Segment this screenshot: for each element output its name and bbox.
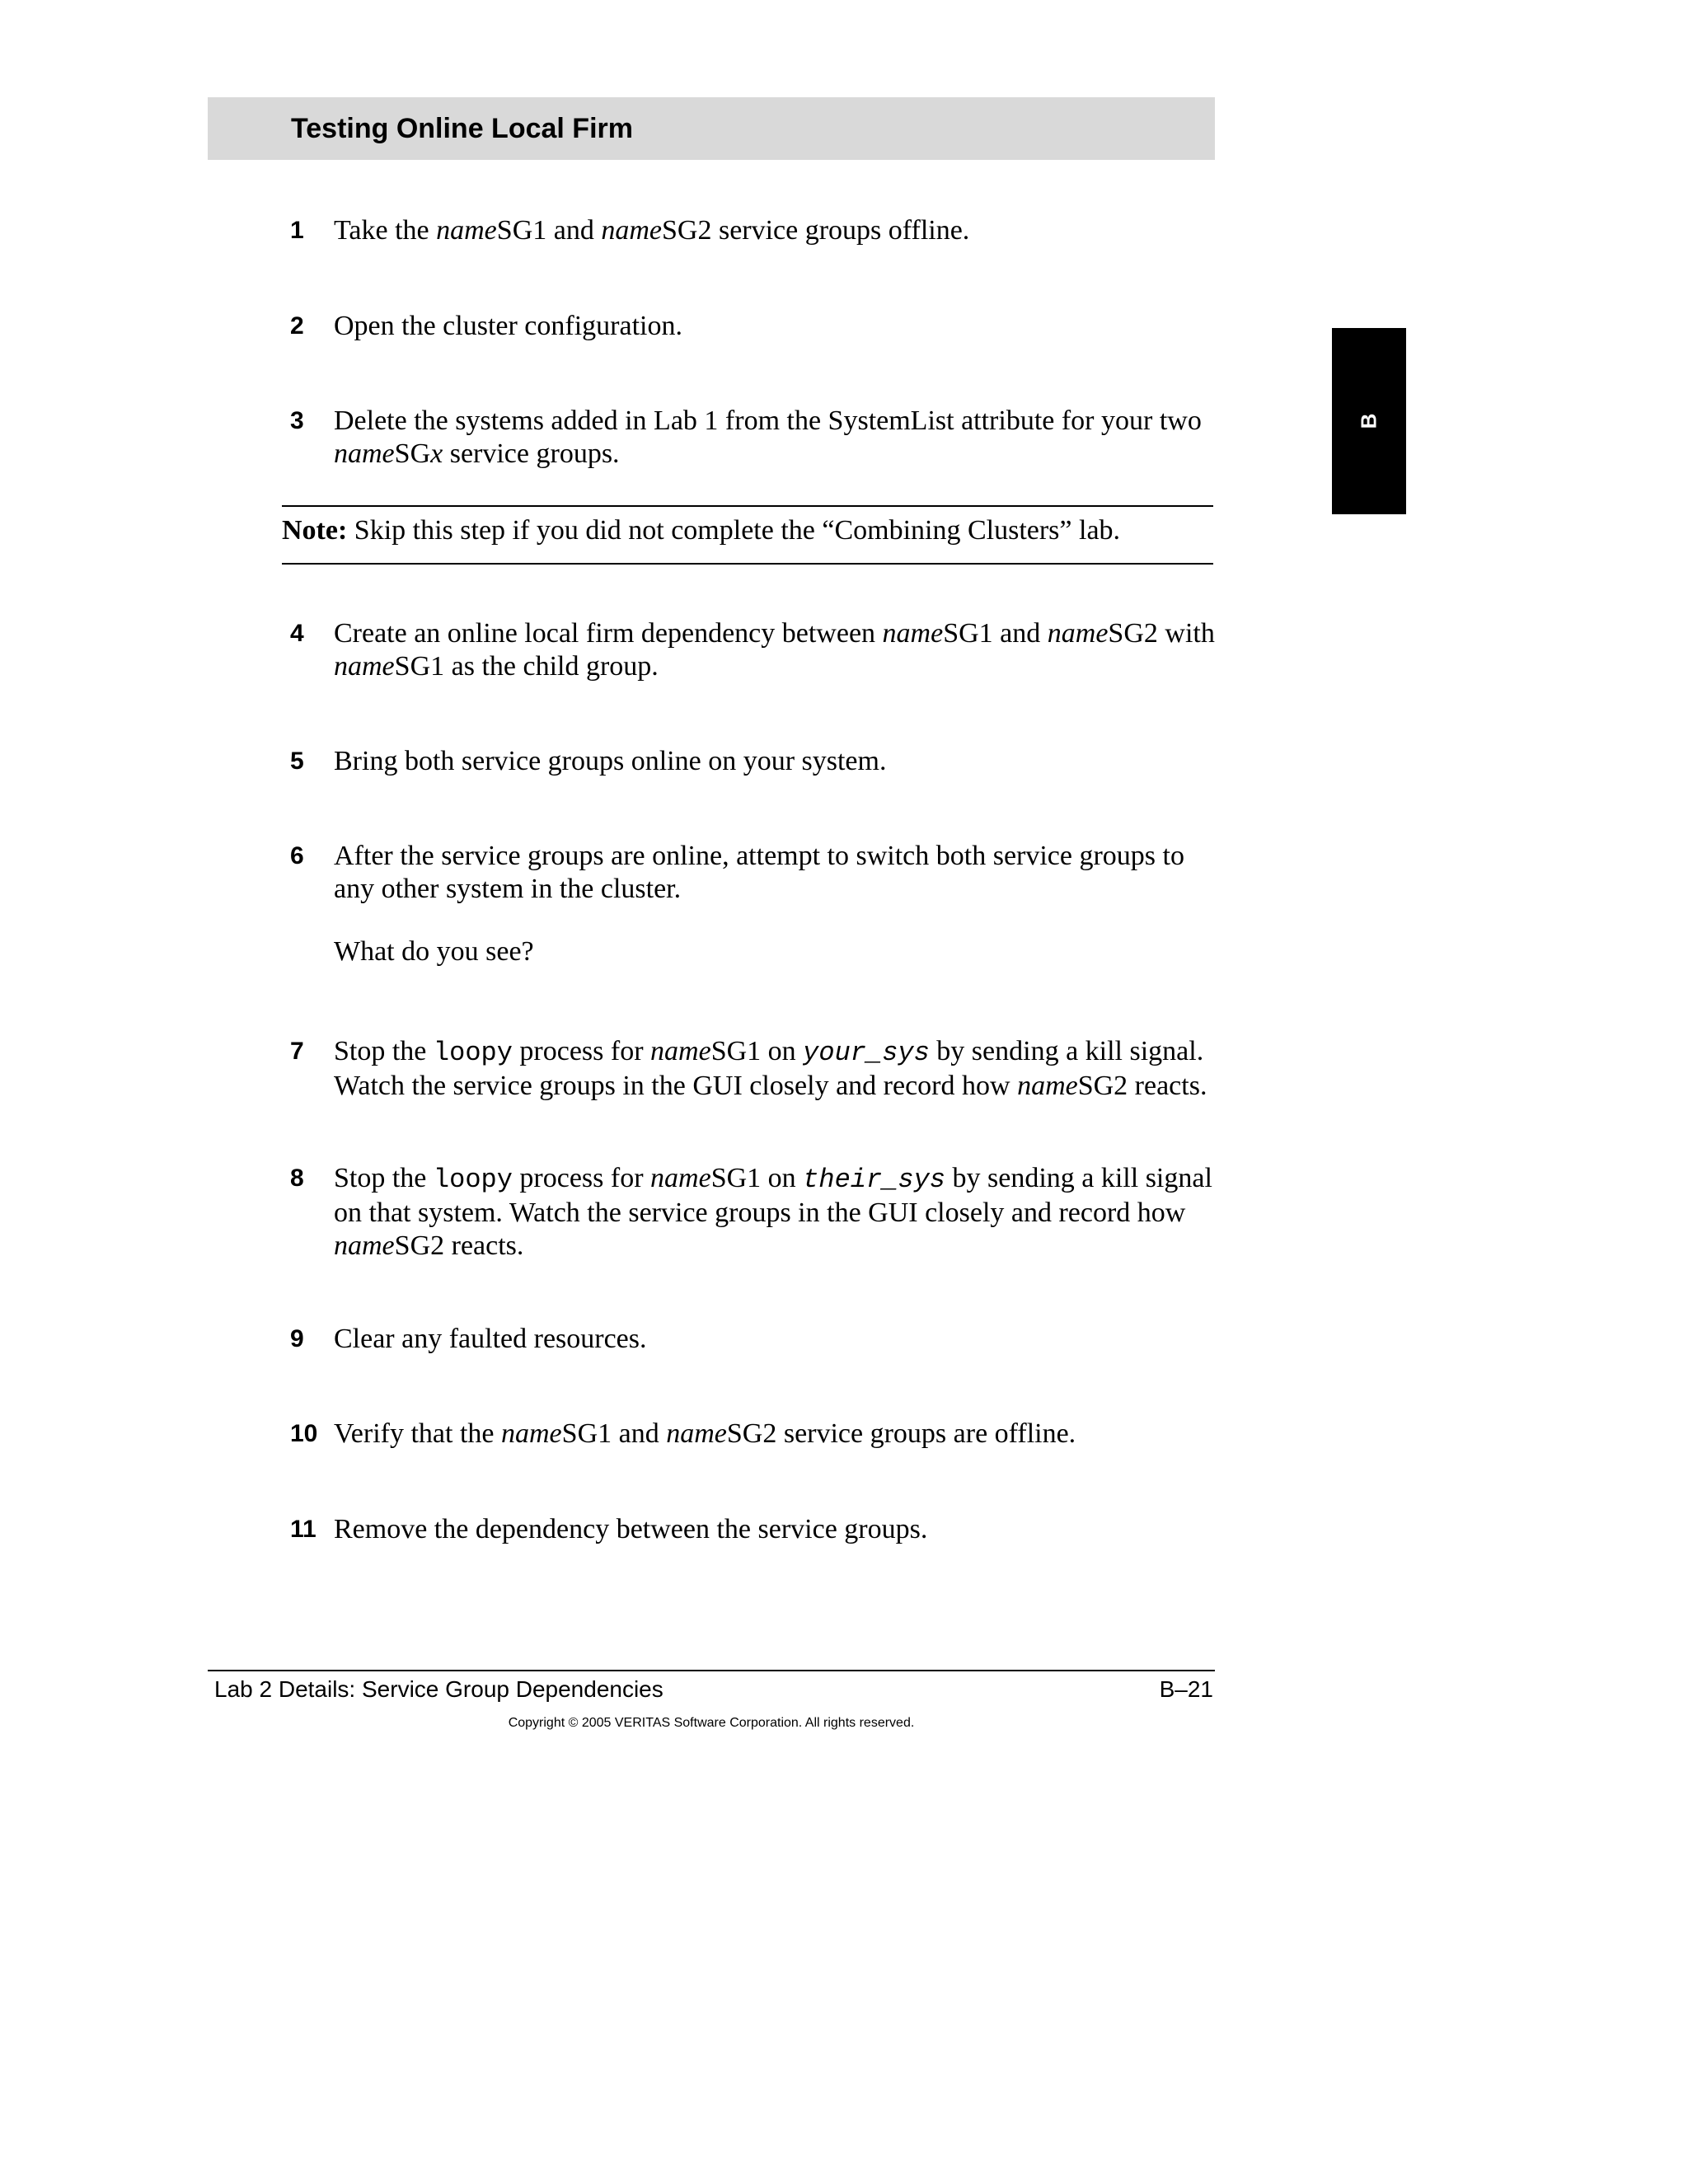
text-segment: Open the cluster configuration. bbox=[334, 311, 682, 341]
text-segment: Create an online local firm dependency between bbox=[334, 618, 883, 649]
text-segment: Stop the bbox=[334, 1163, 434, 1193]
text-segment: Clear any faulted resources. bbox=[334, 1324, 647, 1354]
text-segment: After the service groups are online, attempt to switch both service groups to any other system in the cluster. bbox=[334, 841, 1184, 904]
styled-text-segment: name bbox=[666, 1418, 727, 1449]
step-paragraph bbox=[334, 745, 1220, 778]
styled-text-segment: your_sys bbox=[803, 1038, 930, 1068]
text-segment: Take the bbox=[334, 215, 437, 246]
step-text bbox=[334, 214, 1220, 247]
step-number: 5 bbox=[290, 748, 304, 775]
styled-text-segment: x bbox=[430, 438, 443, 469]
step-text bbox=[334, 1418, 1220, 1451]
text-segment: Bring both service groups online on your system. bbox=[334, 746, 887, 776]
styled-text-segment: name bbox=[1047, 618, 1109, 649]
section-header bbox=[208, 97, 1215, 160]
text-segment: SG1 on bbox=[710, 1163, 804, 1193]
text-segment: service groups. bbox=[443, 438, 620, 469]
text-segment: process for bbox=[512, 1163, 651, 1193]
styled-text-segment: name bbox=[1017, 1071, 1078, 1101]
text-segment: process for bbox=[512, 1036, 651, 1066]
text-segment: SG1 on bbox=[710, 1036, 804, 1066]
step-text bbox=[334, 1323, 1220, 1356]
note bbox=[282, 514, 1213, 547]
text-segment: SG1 as the child group. bbox=[394, 651, 659, 682]
step-number: 4 bbox=[290, 620, 304, 647]
step-number: 6 bbox=[290, 842, 304, 869]
step-paragraph bbox=[334, 1162, 1220, 1263]
appendix-tab bbox=[1332, 328, 1406, 514]
step-paragraph bbox=[334, 1418, 1220, 1451]
styled-text-segment: name bbox=[436, 215, 497, 246]
step-number: 7 bbox=[290, 1038, 304, 1065]
step-text bbox=[334, 840, 1220, 968]
note-label: Note: bbox=[282, 515, 348, 546]
footer-rule bbox=[208, 1670, 1215, 1671]
step-number: 3 bbox=[290, 407, 304, 434]
step-paragraph bbox=[334, 1513, 1220, 1546]
step-number: 9 bbox=[290, 1325, 304, 1352]
step-number: 11 bbox=[290, 1516, 316, 1543]
step-paragraph bbox=[334, 1035, 1220, 1103]
note-text: Skip this step if you did not complete the “Combining Clusters” lab. bbox=[354, 515, 1121, 546]
note-bottom-rule bbox=[282, 563, 1213, 565]
text-segment: by sending a kill signal on that system. Watch the service groups in the GUI closely and record how bbox=[334, 1163, 1212, 1228]
styled-text-segment: loopy bbox=[433, 1038, 513, 1068]
styled-text-segment: name bbox=[650, 1036, 711, 1066]
step-text bbox=[334, 745, 1220, 778]
text-segment: SG2 service groups offline. bbox=[662, 215, 970, 246]
step-number: 8 bbox=[290, 1165, 304, 1192]
step-question: What do you see? bbox=[334, 936, 534, 967]
text-segment: Delete the systems added in Lab 1 from the SystemList attribute for your two bbox=[334, 405, 1202, 436]
step-number: 2 bbox=[290, 312, 304, 340]
styled-text-segment: name bbox=[334, 438, 395, 469]
step-number: 10 bbox=[290, 1420, 318, 1447]
note-top-rule bbox=[282, 505, 1213, 507]
text-segment: SG1 and bbox=[561, 1418, 667, 1449]
step-text bbox=[334, 310, 1220, 343]
text-segment: SG2 with bbox=[1108, 618, 1215, 649]
page-number: B–21 bbox=[1159, 1676, 1213, 1702]
text-segment: Verify that the bbox=[334, 1418, 501, 1449]
step-text bbox=[334, 1035, 1220, 1103]
styled-text-segment: their_sys bbox=[803, 1165, 945, 1195]
styled-text-segment: name bbox=[650, 1163, 711, 1193]
step-text bbox=[334, 405, 1220, 471]
step-paragraph bbox=[334, 405, 1220, 471]
copyright: Copyright © 2005 VERITAS Software Corporation. All rights reserved. bbox=[508, 1716, 915, 1730]
styled-text-segment: name bbox=[501, 1418, 562, 1449]
appendix-tab-letter: B bbox=[1356, 413, 1381, 429]
text-segment: SG1 and bbox=[496, 215, 602, 246]
text-segment: SG2 reacts. bbox=[394, 1230, 524, 1261]
step-text bbox=[334, 1513, 1220, 1546]
step-number: 1 bbox=[290, 217, 304, 244]
text-segment: SG1 and bbox=[943, 618, 1048, 649]
text-segment: SG2 reacts. bbox=[1077, 1071, 1207, 1101]
styled-text-segment: name bbox=[334, 651, 395, 682]
step-text bbox=[334, 1162, 1220, 1263]
step-text bbox=[334, 617, 1220, 683]
text-segment: Remove the dependency between the service groups. bbox=[334, 1514, 928, 1544]
section-title: Testing Online Local Firm bbox=[291, 113, 633, 144]
styled-text-segment: name bbox=[334, 1230, 395, 1261]
step-paragraph bbox=[334, 840, 1220, 906]
styled-text-segment: name bbox=[882, 618, 944, 649]
text-segment: by sending a kill signal. Watch the service groups in the GUI closely and record how bbox=[334, 1036, 1204, 1101]
text-segment: SG2 service groups are offline. bbox=[726, 1418, 1076, 1449]
styled-text-segment: name bbox=[601, 215, 662, 246]
footer-title: Lab 2 Details: Service Group Dependencies bbox=[214, 1676, 663, 1702]
step-paragraph bbox=[334, 214, 1220, 247]
text-segment: SG bbox=[394, 438, 431, 469]
step-paragraph bbox=[334, 310, 1220, 343]
styled-text-segment: loopy bbox=[433, 1165, 513, 1195]
text-segment: Stop the bbox=[334, 1036, 434, 1066]
step-paragraph bbox=[334, 1323, 1220, 1356]
step-paragraph bbox=[334, 617, 1220, 683]
